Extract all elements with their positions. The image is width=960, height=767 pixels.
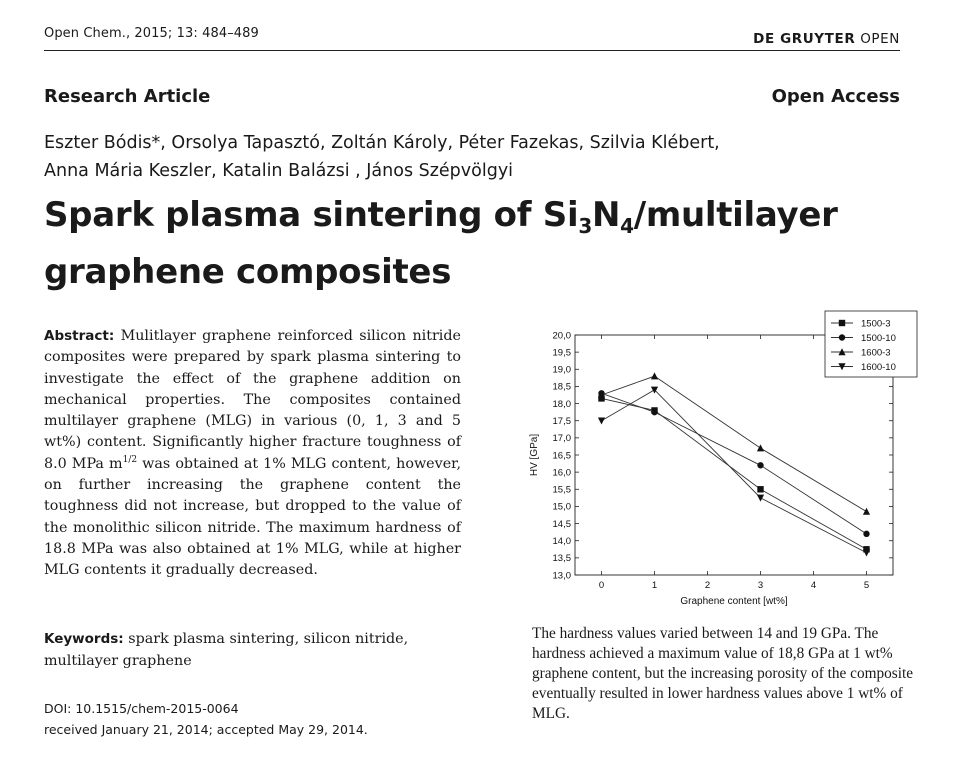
y-tick-label: 17,5 — [552, 416, 571, 428]
x-axis-label: Graphene content [wt%] — [680, 596, 788, 607]
legend-label: 1600-10 — [861, 361, 896, 373]
data-point-1600-10 — [598, 418, 605, 425]
abstract — [44, 326, 461, 582]
y-tick-label: 15,5 — [552, 484, 571, 496]
data-point-1600-10 — [757, 495, 764, 502]
title-part-3: /multilayer — [633, 195, 838, 235]
legend-marker-1500-10 — [839, 334, 845, 340]
legend-label: 1500-3 — [861, 318, 891, 330]
legend-label: 1500-10 — [861, 332, 896, 344]
series-line-1600-3 — [602, 376, 867, 511]
y-tick-label: 14,5 — [552, 518, 571, 530]
y-tick-label: 17,0 — [552, 433, 571, 445]
title-part-1: Spark plasma sintering of Si — [44, 195, 579, 235]
data-point-1500-10 — [757, 462, 763, 468]
x-tick-label: 3 — [757, 580, 764, 591]
y-tick-label: 19,0 — [552, 364, 571, 376]
author-line-2: Anna Mária Keszler, Katalin Balázsi , János Szépvölgyi — [44, 161, 514, 181]
data-point-1600-3 — [651, 372, 658, 379]
abstract-label: Abstract: — [44, 328, 115, 344]
y-axis-label: HV [GPa] — [529, 433, 540, 477]
abstract-superscript: 1/2 — [122, 455, 138, 466]
y-tick-label: 16,0 — [552, 467, 571, 479]
doi-block — [44, 698, 368, 740]
x-tick-label: 5 — [863, 580, 870, 591]
y-tick-label: 19,5 — [552, 347, 571, 359]
series-line-1600-10 — [602, 390, 867, 553]
header-rule — [44, 50, 900, 51]
author-list — [44, 129, 924, 185]
x-tick-label: 2 — [704, 580, 711, 591]
y-tick-label: 16,5 — [552, 450, 571, 462]
hardness-chart — [495, 305, 935, 617]
data-point-1600-3 — [863, 508, 870, 515]
y-tick-label: 13,5 — [552, 553, 571, 565]
access-label: Open Access — [771, 86, 900, 107]
figure-caption: The hardness values varied between 14 and 19 GPa. The hardness achieved a maximum value of 18,8 GPa at 1 wt% graphene content, but the increasing porosity of the composite eventually resulted in lower hardness values above 1 wt% of MLG. — [532, 625, 914, 722]
abstract-text-1: Mulitlayer graphene reinforced silicon nitride composites were prepared by spark plasma sintering to investigate the effect of the graphene addition on mechanical properties. The composites contained multilayer graphene (MLG) in various (0, 1, 3 and 5 wt%) content. Significantly higher fracture toughness of 8.0 MPa m — [44, 328, 461, 472]
title-line-1 — [44, 192, 924, 249]
received-line: received January 21, 2014; accepted May 29, 2014. — [44, 722, 368, 737]
data-point-1600-3 — [757, 444, 764, 451]
title-sub-2: 4 — [620, 214, 634, 238]
publisher-logo-rest: OPEN — [855, 31, 900, 47]
series-line-1500-10 — [602, 393, 867, 534]
y-tick-label: 18,0 — [552, 398, 571, 410]
y-tick-label: 20,0 — [552, 330, 571, 342]
series-line-1500-3 — [602, 398, 867, 549]
legend-marker-1500-3 — [839, 320, 845, 326]
publisher-logo-bold: DE GRUYTER — [753, 31, 856, 47]
x-tick-label: 4 — [810, 580, 817, 591]
y-tick-label: 18,5 — [552, 381, 571, 393]
data-point-1600-10 — [863, 550, 870, 557]
keywords-label: Keywords: — [44, 631, 124, 647]
x-tick-label: 0 — [598, 580, 605, 591]
doi-line: DOI: 10.1515/chem-2015-0064 — [44, 701, 239, 716]
data-point-1500-10 — [863, 531, 869, 537]
article-type: Research Article — [44, 86, 211, 107]
y-tick-label: 13,0 — [552, 570, 571, 582]
data-point-1500-3 — [757, 486, 763, 492]
title-sub-1: 3 — [578, 214, 592, 238]
title-line-2: graphene composites — [44, 252, 452, 292]
y-tick-label: 15,0 — [552, 501, 571, 513]
journal-reference: Open Chem., 2015; 13: 484–489 — [44, 26, 259, 41]
article-title — [44, 192, 924, 295]
keywords-text: spark plasma sintering, silicon nitride, multilayer graphene — [44, 631, 409, 669]
abstract-text-2: was obtained at 1% MLG content, however, on further increasing the graphene content the toughness did not increase, but dropped to the value of the monolithic silicon nitride. The maximum hardness of 18.8 MPa was also obtained at 1% MLG, while at higher MLG contents it gradually decreased. — [44, 455, 461, 579]
y-tick-label: 14,0 — [552, 536, 571, 548]
data-point-1500-10 — [651, 409, 657, 415]
author-line-1: Eszter Bódis*, Orsolya Tapasztó, Zoltán Károly, Péter Fazekas, Szilvia Klébert, — [44, 133, 720, 153]
x-tick-label: 1 — [651, 580, 658, 591]
publisher-logo — [753, 31, 900, 47]
legend-label: 1600-3 — [861, 347, 891, 359]
title-part-2: N — [591, 195, 621, 235]
keywords — [44, 628, 461, 672]
